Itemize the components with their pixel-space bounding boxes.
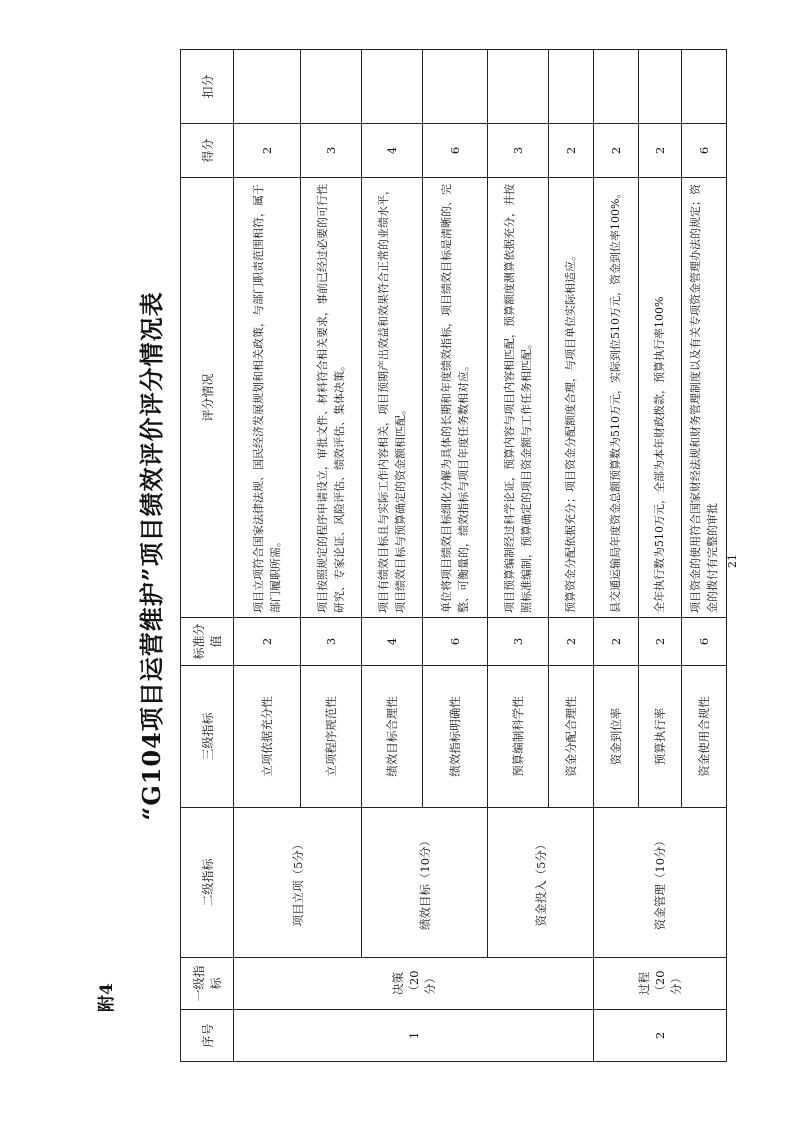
standard-cell: 2 (234, 618, 301, 666)
score-cell: 2 (234, 124, 301, 178)
standard-cell: 3 (301, 618, 362, 666)
page-number: 21 (726, 554, 739, 568)
situation-cell: 项目立项符合国家法律法规、国民经济发展规划和相关政策，与部门职责范围相符，属于部门履职所需。 (234, 178, 301, 618)
deduction-cell (639, 50, 682, 124)
table-row (488, 50, 549, 1062)
score-cell: 3 (488, 124, 549, 178)
level3-cell: 立项程序规范性 (301, 666, 362, 808)
level2-cell: 资金管理（10分） (594, 808, 727, 958)
deduction-cell (488, 50, 549, 124)
header-level2: 二级指标 (181, 808, 234, 958)
score-cell: 2 (549, 124, 594, 178)
standard-cell: 2 (639, 618, 682, 666)
level3-cell: 预算编制科学性 (488, 666, 549, 808)
level3-cell: 绩效指标明确性 (423, 666, 488, 808)
deduction-cell (549, 50, 594, 124)
header-level1: 一级指标 (181, 958, 234, 1010)
standard-cell: 3 (488, 618, 549, 666)
score-cell: 4 (362, 124, 423, 178)
deduction-cell (301, 50, 362, 124)
table-row (234, 50, 301, 1062)
header-deduction: 扣分 (181, 50, 234, 124)
table-header-row (181, 50, 234, 1062)
standard-cell: 2 (549, 618, 594, 666)
score-cell: 6 (423, 124, 488, 178)
deduction-cell (594, 50, 639, 124)
page-title: “G104项目运营维护”项目绩效评价评分情况表 (137, 291, 166, 821)
header-seq: 序号 (181, 1010, 234, 1062)
level2-cell: 绩效目标（10分） (362, 808, 488, 958)
standard-cell: 2 (594, 618, 639, 666)
header-situation: 评分情况 (181, 178, 234, 618)
score-cell: 6 (682, 124, 727, 178)
level2-cell: 资金投入（5分） (488, 808, 594, 958)
situation-cell: 单位将项目绩效目标细化分解为具体的长期和年度绩效指标，项目绩效目标是清晰的、完整、可衡量的，绩效指标与项目年度任务数相对应。 (423, 178, 488, 618)
score-cell: 3 (301, 124, 362, 178)
level3-cell: 资金分配合理性 (549, 666, 594, 808)
situation-cell: 项目资金的使用符合国家财经法规和财务管理制度以及有关专项资金管理办法的规定；资金的拨付有完整的审批 (682, 178, 727, 618)
attachment-label: 附4 (97, 983, 117, 1012)
deduction-cell (234, 50, 301, 124)
evaluation-table (180, 49, 727, 1062)
situation-cell: 全年执行数为510万元，全部为本年财政拨款，预算执行率100% (639, 178, 682, 618)
level3-cell: 资金使用合规性 (682, 666, 727, 808)
situation-cell: 预算资金分配依据充分；项目资金分配额度合理，与项目单位实际相适应。 (549, 178, 594, 618)
standard-cell: 6 (423, 618, 488, 666)
header-level3: 三级指标 (181, 666, 234, 808)
deduction-cell (423, 50, 488, 124)
group-seq: 2 (594, 1010, 727, 1062)
deduction-cell (682, 50, 727, 124)
score-cell: 2 (639, 124, 682, 178)
level3-cell: 资金到位率 (594, 666, 639, 808)
group-level1: 决策（20分） (234, 958, 594, 1010)
level2-cell: 项目立项（5分） (234, 808, 362, 958)
table-row (362, 50, 423, 1062)
group-level1: 过程（20分） (594, 958, 727, 1010)
situation-cell: 县交通运输局年度资金总额预算数为510万元，实际到位510万元，资金到位率100%。 (594, 178, 639, 618)
header-score: 得分 (181, 124, 234, 178)
group-seq: 1 (234, 1010, 594, 1062)
table-row (594, 50, 639, 1062)
situation-cell: 项目按照规定的程序申请设立，审批文件、材料符合相关要求，事前已经过必要的可行性研究、专家论证、风险评估、绩效评估、集体决策。 (301, 178, 362, 618)
standard-cell: 6 (682, 618, 727, 666)
rotated-table-sheet (128, 50, 719, 1062)
level3-cell: 预算执行率 (639, 666, 682, 808)
score-cell: 2 (594, 124, 639, 178)
situation-cell: 项目有绩效目标且与实际工作内容相关，项目预期产出效益和效果符合正常的业绩水平，项目绩效目标与预算确定的资金额相匹配。 (362, 178, 423, 618)
deduction-cell (362, 50, 423, 124)
level3-cell: 立项依据充分性 (234, 666, 301, 808)
header-standard: 标准分值 (181, 618, 234, 666)
situation-cell: 项目预算编制经过科学论证，预算内容与项目内容相匹配，预算额度测算依据充分，并按照标准编制，预算确定的项目资金额与工作任务相匹配。 (488, 178, 549, 618)
standard-cell: 4 (362, 618, 423, 666)
level3-cell: 绩效目标合理性 (362, 666, 423, 808)
